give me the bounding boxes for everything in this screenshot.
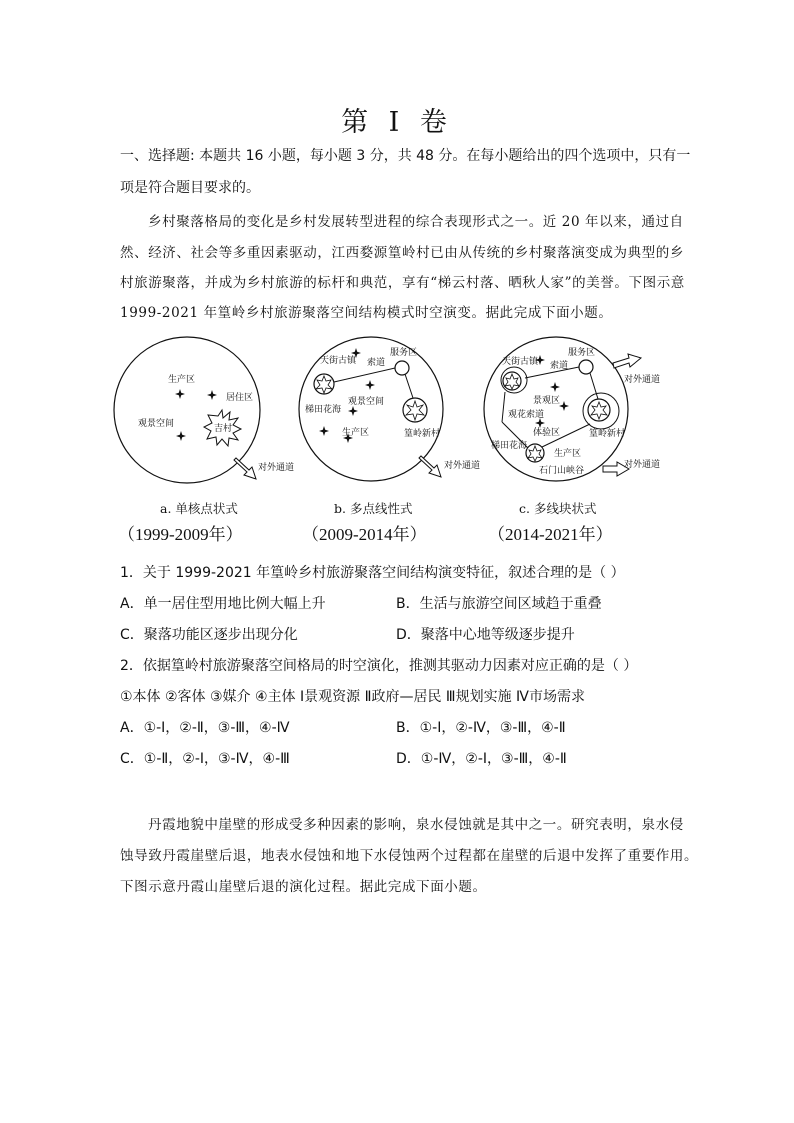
passage1-line1: 乡村聚落格局的变化是乡村发展转型进程的综合表现形式之一。近 20 年以来，通过自: [148, 214, 684, 230]
q2-stem: 2．依据篁岭村旅游聚落空间格局的时空演化，推测其驱动力因素对应正确的是（ ）: [120, 658, 638, 674]
panel-b: [299, 337, 480, 481]
label-street: 天街古镇: [320, 356, 357, 366]
caption-b: b. 多点线性式: [334, 501, 413, 516]
q2-option-c: C．①-Ⅱ，②-Ⅰ，③-Ⅳ，④-Ⅲ: [120, 751, 290, 767]
label-service: 服务区: [568, 348, 596, 358]
arrow-channel-a: [234, 458, 256, 479]
passage2-line1: 丹霞地貌中崖壁的形成受多种因素的影响，泉水侵蚀就是其中之一。研究表明，泉水侵: [148, 817, 684, 833]
label-production: 生产区: [554, 449, 582, 459]
label-newvillage: 篁岭新村: [404, 429, 441, 439]
q1-option-d: D．聚落中心地等级逐步提升: [396, 627, 575, 643]
q1-option-c: C．聚落功能区逐步出现分化: [120, 627, 298, 643]
period-c: （2014-2021年）: [488, 525, 613, 544]
arrow-channel-b: [419, 456, 441, 477]
label-scenic: 景观区: [533, 396, 561, 406]
label-terrace: 梯田花海: [491, 441, 528, 451]
label-cable: 索道: [367, 358, 386, 368]
passage1-line4: 1999-2021 年篁岭乡村旅游聚落空间结构模式时空演变。据此完成下面小题。: [120, 305, 613, 321]
q1-option-b: B．生活与旅游空间区域趋于重叠: [396, 596, 602, 612]
passage2-line3: 下图示意丹霞山崖壁后退的演化过程。据此完成下面小题。: [120, 879, 487, 895]
label-village: 吉村: [214, 424, 233, 434]
caption-a: a. 单核点状式: [160, 501, 238, 516]
caption-c: c. 多线块状式: [519, 501, 597, 516]
label-view: 观景空间: [348, 397, 385, 407]
panel-a: [114, 337, 294, 483]
arrow-channel-c1: [613, 354, 641, 368]
q1-stem: 1．关于 1999-2021 年篁岭乡村旅游聚落空间结构演变特征，叙述合理的是（ ）: [120, 565, 625, 581]
q2-option-a: A．①-Ⅰ，②-Ⅱ，③-Ⅲ，④-Ⅳ: [120, 720, 290, 736]
label-street: 天街古镇: [502, 357, 539, 367]
label-flowercable: 观花索道: [508, 410, 545, 420]
label-production: 生产区: [168, 375, 196, 385]
label-newvillage: 篁岭新村: [589, 429, 626, 439]
q2-option-b: B．①-Ⅰ，②-Ⅳ，③-Ⅲ，④-Ⅱ: [396, 720, 566, 736]
section-heading-line1: 一、选择题: 本题共 16 小题，每小题 3 分，共 48 分。在每小题给出的四个选项中，只有一: [120, 148, 691, 164]
label-view: 观景空间: [138, 419, 175, 429]
label-production: 生产区: [342, 428, 370, 438]
label-service: 服务区: [390, 348, 418, 358]
period-a: （1999-2009年）: [118, 525, 243, 544]
label-experience: 体验区: [533, 428, 561, 438]
label-residence: 居住区: [226, 393, 254, 403]
passage2-line2: 蚀导致丹霞崖壁后退，地表水侵蚀和地下水侵蚀两个过程都在崖壁的后退中发挥了重要作用。: [120, 848, 699, 864]
passage1-line2: 然、经济、社会等多重因素驱动，江西婺源篁岭村已由从传统的乡村聚落演变成为典型的乡: [120, 245, 684, 261]
page-title: 第 I 卷: [341, 107, 453, 138]
panel-c: [484, 337, 660, 481]
label-channel: 对外通道: [258, 463, 295, 473]
label-channel1: 对外通道: [624, 375, 661, 385]
period-b: （2009-2014年）: [302, 525, 427, 544]
section-heading-line2: 项是符合题目要求的。: [120, 180, 260, 196]
label-channel: 对外通道: [444, 461, 481, 471]
label-cable: 索道: [550, 361, 569, 371]
q2-factors: ①本体 ②客体 ③媒介 ④主体 Ⅰ景观资源 Ⅱ政府—居民 Ⅲ规划实施 Ⅳ市场需求: [120, 689, 585, 705]
label-terrace: 梯田花海: [305, 405, 342, 415]
label-canyon: 石门山峡谷: [539, 466, 585, 476]
label-channel2: 对外通道: [624, 460, 661, 470]
q1-option-a: A．单一居住型用地比例大幅上升: [120, 596, 326, 612]
passage1-line3: 村旅游聚落，并成为乡村旅游的标杆和典范，享有“梯云村落、晒秋人家”的美誉。下图示意: [120, 275, 685, 291]
q2-option-d: D．①-Ⅳ，②-Ⅰ，③-Ⅲ，④-Ⅱ: [396, 751, 567, 767]
